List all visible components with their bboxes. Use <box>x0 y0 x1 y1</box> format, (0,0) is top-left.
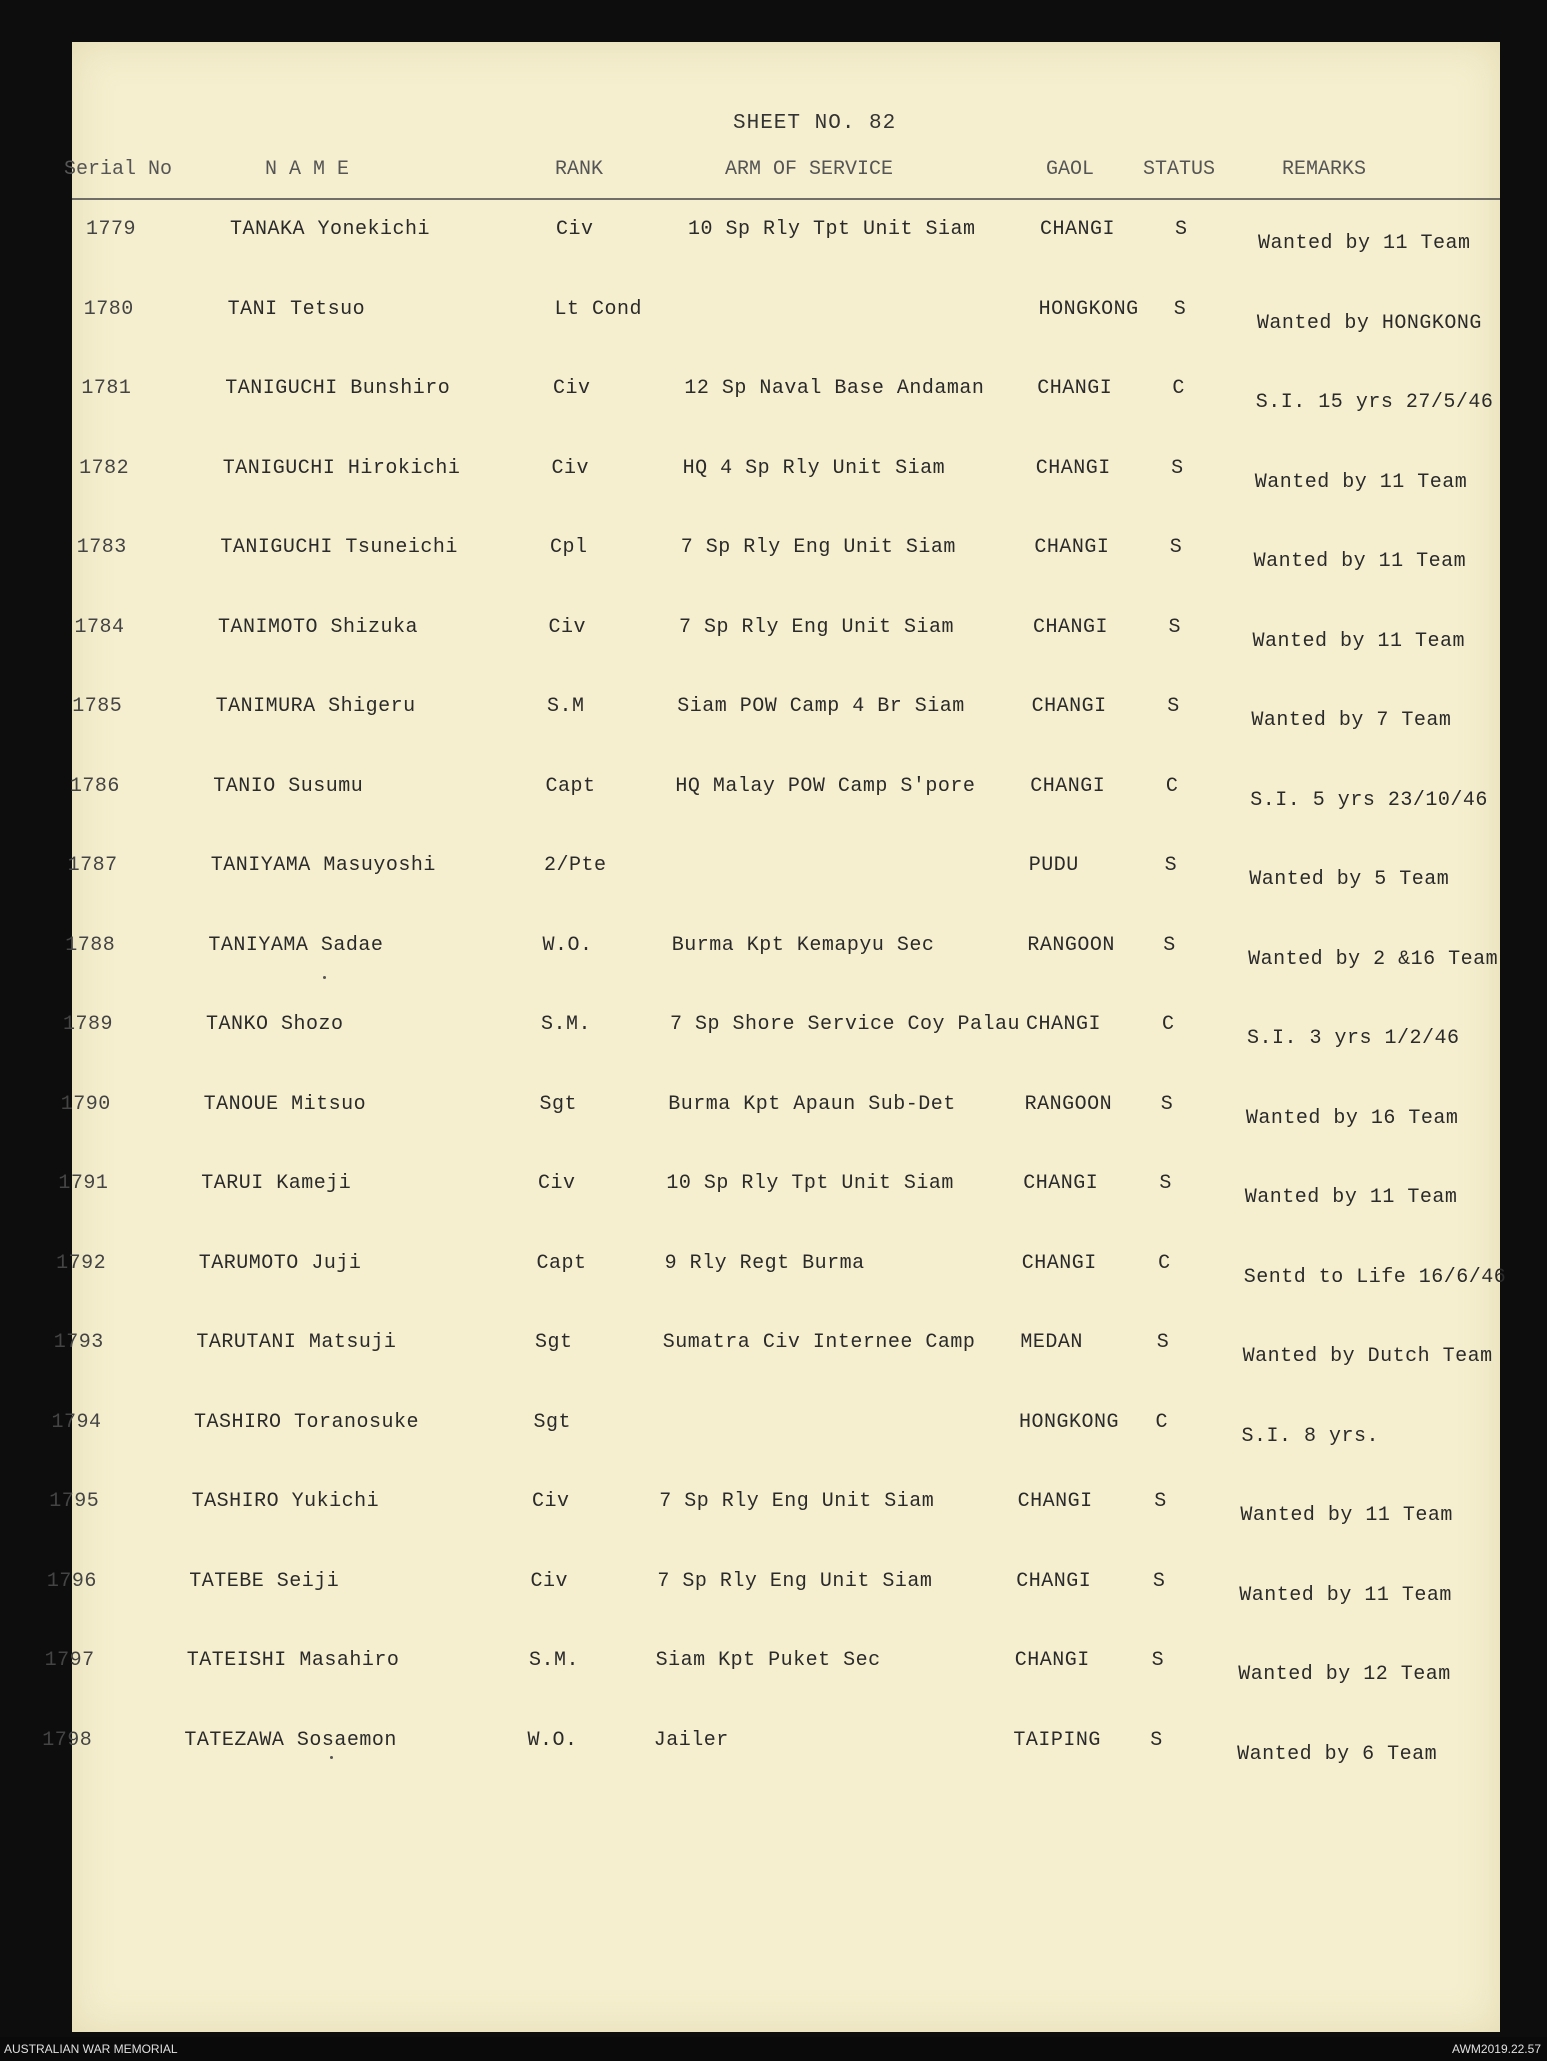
cell-serial-number: 1792 <box>56 1251 107 1275</box>
header-serial: Serial No <box>64 158 173 181</box>
cell-rank: Capt <box>545 774 596 798</box>
cell-name: TANIGUCHI Tsuneichi <box>220 536 458 559</box>
cell-arm-of-service: Siam Kpt Puket Sec <box>655 1649 881 1672</box>
cell-arm-of-service: Sumatra Civ Internee Camp <box>662 1331 976 1354</box>
cell-gaol: CHANGI <box>1040 218 1116 241</box>
cell-gaol: CHANGI <box>1016 1569 1092 1593</box>
header-remarks: REMARKS <box>1282 158 1367 181</box>
cell-arm-of-service: 7 Sp Rly Eng Unit Siam <box>659 1490 935 1513</box>
cell-rank: Sgt <box>533 1410 572 1434</box>
cell-rank: Lt Cond <box>554 297 643 321</box>
cell-remarks: Wanted by 7 Team <box>1251 709 1452 732</box>
header-rule <box>72 198 1500 200</box>
cell-remarks: Wanted by 11 Team <box>1239 1583 1452 1607</box>
cell-arm-of-service: 7 Sp Shore Service Coy Palau <box>670 1013 1021 1036</box>
cell-status: S <box>1163 933 1176 957</box>
cell-gaol: CHANGI <box>1014 1649 1090 1672</box>
cell-remarks: S.I. 3 yrs 1/2/46 <box>1247 1027 1460 1050</box>
cell-name: TATEZAWA Sosaemon <box>184 1728 397 1752</box>
cell-remarks: Wanted by 11 Team <box>1258 232 1471 255</box>
cell-status: S <box>1151 1649 1165 1672</box>
cell-status: S <box>1173 297 1187 321</box>
cell-gaol: MEDAN <box>1020 1331 1083 1354</box>
cell-arm-of-service: Burma Kpt Kemapyu Sec <box>671 933 935 957</box>
cell-name: TANIO Susumu <box>213 774 364 798</box>
cell-remarks: Wanted by 2 &16 Team <box>1248 947 1499 971</box>
cell-name: TARUI Kameji <box>201 1172 352 1195</box>
cell-arm-of-service: Burma Kpt Apaun Sub-Det <box>668 1092 956 1116</box>
cell-remarks: Wanted by Dutch Team <box>1242 1345 1493 1368</box>
cell-arm-of-service: 10 Sp Rly Tpt Unit Siam <box>688 218 976 241</box>
cell-gaol: CHANGI <box>1023 1172 1099 1195</box>
cell-name: TATEBE Seiji <box>189 1569 340 1593</box>
cell-gaol: RANGOON <box>1024 1092 1113 1116</box>
cell-serial-number: 1789 <box>63 1013 114 1036</box>
cell-status: S <box>1168 615 1182 639</box>
cell-serial-number: 1782 <box>79 456 130 480</box>
cell-rank: Civ <box>532 1490 570 1513</box>
cell-rank: Capt <box>536 1251 587 1275</box>
cell-gaol: HONGKONG <box>1038 297 1139 321</box>
cell-rank: Civ <box>556 218 594 241</box>
cell-name: TANKO Shozo <box>206 1013 344 1036</box>
cell-serial-number: 1780 <box>83 297 134 321</box>
header-gaol: GAOL <box>1046 158 1095 181</box>
cell-remarks: Wanted by 5 Team <box>1249 868 1450 891</box>
cell-rank: Civ <box>548 615 587 639</box>
cell-remarks: S.I. 5 yrs 23/10/46 <box>1250 788 1488 812</box>
cell-serial-number: 1793 <box>53 1331 104 1354</box>
cell-status: S <box>1159 1172 1172 1195</box>
cell-rank: Civ <box>538 1172 576 1195</box>
cell-remarks: Wanted by HONGKONG <box>1256 311 1482 335</box>
cell-name: TANI Tetsuo <box>227 297 366 321</box>
cell-serial-number: 1794 <box>51 1410 102 1434</box>
cell-name: TARUTANI Matsuji <box>196 1331 397 1354</box>
cell-rank: W.O. <box>527 1728 578 1752</box>
cell-serial-number: 1788 <box>65 933 116 957</box>
cell-arm-of-service: HQ 4 Sp Rly Unit Siam <box>682 456 946 480</box>
cell-name: TANIGUCHI Hirokichi <box>222 456 461 480</box>
cell-remarks: Wanted by 12 Team <box>1238 1663 1451 1686</box>
cell-status: S <box>1160 1092 1174 1116</box>
cell-status: S <box>1169 536 1183 559</box>
cell-serial-number: 1791 <box>58 1172 109 1195</box>
cell-status: C <box>1155 1410 1169 1434</box>
cell-serial-number: 1798 <box>42 1728 93 1752</box>
cell-rank: Sgt <box>535 1331 573 1354</box>
cell-serial-number: 1779 <box>86 218 137 241</box>
sheet-title: SHEET NO. 82 <box>733 112 897 135</box>
cell-remarks: Wanted by 16 Team <box>1245 1106 1459 1130</box>
archive-reference: AWM2019.22.57 <box>1452 2042 1541 2056</box>
cell-remarks: S.I. 15 yrs 27/5/46 <box>1255 391 1494 414</box>
cell-status: C <box>1172 377 1185 400</box>
cell-remarks: Wanted by 11 Team <box>1253 550 1467 573</box>
cell-remarks: Wanted by 6 Team <box>1237 1742 1438 1766</box>
cell-arm-of-service: Jailer <box>653 1728 729 1752</box>
cell-serial-number: 1790 <box>60 1092 111 1116</box>
cell-name: TANIGUCHI Bunshiro <box>225 377 451 400</box>
cell-gaol: HONGKONG <box>1019 1410 1120 1434</box>
cell-arm-of-service: 12 Sp Naval Base Andaman <box>684 377 985 400</box>
cell-name: TANIMOTO Shizuka <box>218 615 419 639</box>
cell-serial-number: 1784 <box>74 615 125 639</box>
cell-gaol: PUDU <box>1028 854 1079 877</box>
cell-arm-of-service: 10 Sp Rly Tpt Unit Siam <box>666 1172 954 1195</box>
cell-name: TANIYAMA Masuyoshi <box>210 854 436 877</box>
cell-name: TASHIRO Toranosuke <box>194 1410 420 1434</box>
header-status: STATUS <box>1143 158 1216 181</box>
cell-status: S <box>1154 1490 1167 1513</box>
archive-name: AUSTRALIAN WAR MEMORIAL <box>4 2042 178 2056</box>
cell-arm-of-service: Siam POW Camp 4 Br Siam <box>677 695 965 718</box>
cell-rank: Civ <box>553 377 591 400</box>
cell-serial-number: 1796 <box>46 1569 97 1593</box>
cell-serial-number: 1783 <box>76 536 127 559</box>
cell-name: TANIYAMA Sadae <box>208 933 384 957</box>
cell-gaol: CHANGI <box>1030 774 1106 798</box>
cell-name: TARUMOTO Juji <box>198 1251 362 1275</box>
cell-name: TANOUE Mitsuo <box>203 1092 367 1116</box>
cell-rank: S.M. <box>541 1013 592 1036</box>
cell-serial-number: 1786 <box>69 774 120 798</box>
cell-status: S <box>1164 854 1178 877</box>
cell-rank: Civ <box>530 1569 569 1593</box>
cell-rank: W.O. <box>542 933 593 957</box>
cell-gaol: CHANGI <box>1017 1490 1093 1513</box>
cell-serial-number: 1781 <box>81 377 132 400</box>
cell-name: TASHIRO Yukichi <box>191 1490 380 1513</box>
cell-rank: Sgt <box>539 1092 578 1116</box>
cell-remarks: Wanted by 11 Team <box>1252 629 1466 653</box>
cell-gaol: TAIPING <box>1013 1728 1101 1752</box>
cell-gaol: RANGOON <box>1027 933 1115 957</box>
cell-status: S <box>1171 456 1184 480</box>
archive-footer <box>0 2037 1547 2061</box>
cell-serial-number: 1795 <box>49 1490 100 1513</box>
cell-name: TANIMURA Shigeru <box>215 695 416 718</box>
header-arm-of-service: ARM OF SERVICE <box>725 158 894 181</box>
cell-arm-of-service: HQ Malay POW Camp S'pore <box>675 774 976 798</box>
cell-status: C <box>1162 1013 1175 1036</box>
cell-arm-of-service: 7 Sp Rly Eng Unit Siam <box>680 536 956 559</box>
cell-status: S <box>1156 1331 1170 1354</box>
cell-status: S <box>1167 695 1180 718</box>
header-name: N A M E <box>265 158 350 181</box>
cell-rank: Civ <box>551 456 590 480</box>
cell-name: TATEISHI Masahiro <box>186 1649 400 1672</box>
cell-remarks: Wanted by 11 Team <box>1240 1504 1453 1527</box>
cell-gaol: CHANGI <box>1035 456 1111 480</box>
cell-gaol: CHANGI <box>1031 695 1107 718</box>
cell-status: S <box>1150 1728 1163 1752</box>
cell-rank: S.M <box>547 695 585 718</box>
cell-remarks: Wanted by 11 Team <box>1244 1186 1458 1209</box>
cell-serial-number: 1785 <box>72 695 123 718</box>
cell-gaol: CHANGI <box>1037 377 1113 400</box>
cell-serial-number: 1797 <box>44 1649 95 1672</box>
cell-arm-of-service: 9 Rly Regt Burma <box>664 1251 865 1275</box>
cell-name: TANAKA Yonekichi <box>230 218 431 241</box>
cell-gaol: CHANGI <box>1033 615 1109 639</box>
cell-arm-of-service: 7 Sp Rly Eng Unit Siam <box>657 1569 933 1593</box>
cell-remarks: S.I. 8 yrs. <box>1241 1424 1380 1448</box>
cell-remarks: Wanted by 11 Team <box>1254 470 1468 494</box>
cell-remarks: Sentd to Life 16/6/46 <box>1243 1265 1507 1289</box>
cell-rank: 2/Pte <box>544 854 607 877</box>
cell-gaol: CHANGI <box>1026 1013 1102 1036</box>
cell-gaol: CHANGI <box>1034 536 1110 559</box>
cell-gaol: CHANGI <box>1021 1251 1097 1275</box>
cell-rank: Cpl <box>550 536 588 559</box>
cell-status: C <box>1165 774 1179 798</box>
cell-status: S <box>1175 218 1188 241</box>
cell-status: C <box>1158 1251 1171 1275</box>
cell-serial-number: 1787 <box>67 854 118 877</box>
paper-speck <box>323 976 326 979</box>
header-rank: RANK <box>555 158 604 181</box>
cell-rank: S.M. <box>529 1649 580 1672</box>
paper-speck <box>330 1756 333 1759</box>
cell-arm-of-service: 7 Sp Rly Eng Unit Siam <box>679 615 955 639</box>
cell-status: S <box>1152 1569 1166 1593</box>
